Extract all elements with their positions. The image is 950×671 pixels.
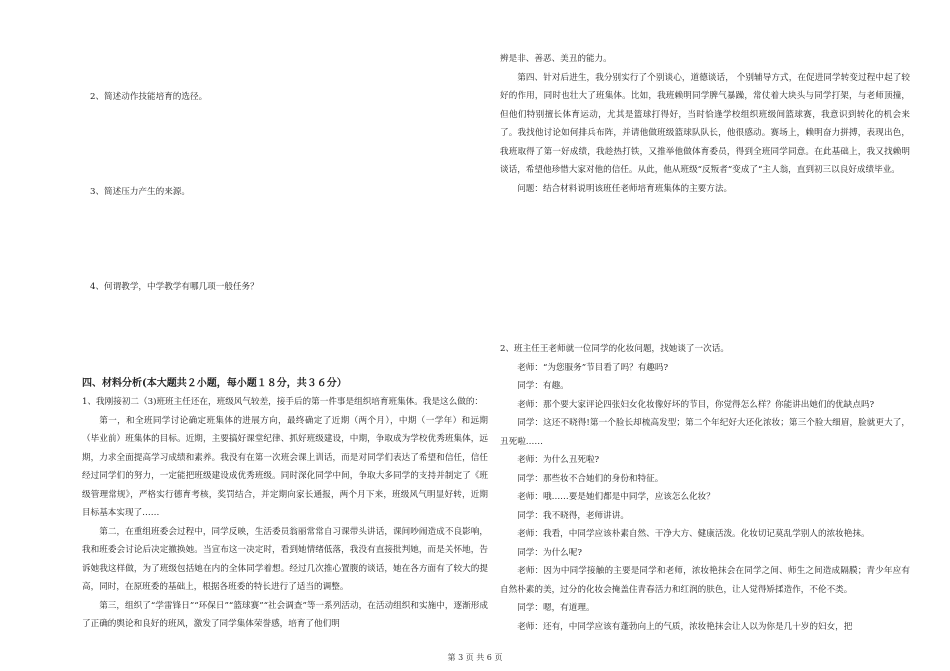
material-1-question: 问题：结合材料说明该班任老师培育班集体的主要方法。 [517, 183, 733, 194]
dialogue-line: 同学：嗯，有道理。 [517, 603, 595, 613]
dialogue-line: 老师：我看，中同学应该朴素自然、干净大方、健康活泼。化妆切记莫乱学别人的浓妆艳抹。 [517, 529, 870, 539]
dialogue-line: 老师：因为中同学接触的主要是同学和老师，浓妆艳抹会在同学之间、师生之间造成隔膜；青少年应有自然朴素的美，过分的化妆会掩盖住青春活力和红润的肤色，让人觉得矫揉造作，不伦不类。 [500, 566, 910, 595]
section-title: 四、材料分析(本大题共２小题，每小题１８分，共３６分） [82, 378, 347, 389]
dialogue-line: 老师：为什么丑死啦? [517, 455, 600, 465]
material-1-para-3: 第三，组织了“学雷锋日”“环保日”“篮球赛”“社会调查”等一系列活动，在活动组织和实施中，逐渐形成了正确的舆论和良好的班风，激发了同学集体荣誉感，培育了他们明 [82, 600, 488, 629]
question-3: 3、简述压力产生的来源。 [90, 187, 190, 197]
dialogue-line: 老师：还有，中同学应该有蓬勃向上的气质，浓妆艳抹会让人以为你是几十岁的妇女，把 [517, 621, 853, 632]
dialogue-line: 同学：我不晓得，老师讲讲。 [517, 510, 629, 521]
question-2: 2、简述动作技能培育的选径。 [90, 92, 208, 102]
material-1-cont-line: 辨是非、善恶、美丑的能力。 [500, 54, 612, 64]
material-1-continued [500, 50, 910, 198]
material-1 [82, 393, 488, 634]
material-1-para-1: 第一，和全班同学讨论确定班集体的进展方向，最终确定了近期（两个月），中期（一学年）和远期（毕业前）班集体的目标。近期，主要搞好课堂纪律、抓好班级建设，中期，争取成为学校优秀班集体，远期，力求全面提高学习成绩和素养。我没有在第一次班会课上训话，而是对同学们表达了希望和信任，信任经过同学们的努力，一定能把班级建设成优秀班级。同时深化同学中间，争取大多同学的支持并制定了《班级管理常规》，严格实行德育考核，奖罚结合，并定期向家长通报，两个月下来，班级风气明显好转，近期目标基本实现了…… [82, 415, 488, 518]
material-1-para-2: 第二，在重组班委会过程中，同学反映，生活委员翁丽常常自习课带头讲话，课间吵闹造成不良影响，我和班委会讨论后决定撤换她。当宣布这一决定时，看到她情绪低落，我没有直接批判她，而是关怀地，告诉她我这样做，为了班级包括她在内的全体同学着想。经过几次推心置腹的谈话，她在各方面有了较大的提高，同时，在原班委的基础上，根据各班委的特长进行了适当的调整。 [82, 526, 488, 592]
dialogue-line: 同学：那些妆不合她们的身份和特征。 [517, 473, 664, 484]
material-2 [500, 340, 910, 636]
dialogue-line: 同学：为什么呢? [517, 547, 582, 558]
material-1-para-4: 第四、针对后进生，我分别实行了个别谈心，道德谈话， 个别辅导方式，在促进同学转变过程中起了较好的作用，同时也壮大了班集体。比如，我班赖明同学脾气暴躁，常仗着大块头与同学打架，与老师顶撞，但他们特别擅长体育运动，尤其是篮球打得好，当时恰逢学校组织班级间篮球赛，我意识到转化的机会来了。我找他讨论如何排兵布阵，并请他做班级篮球队队长，他很感动。赛场上，赖明奋力拼搏，表现出色，我班取得了第一好成绩，我趁热打铁，又推举他做体育委员，得到全班同学同意。在此基础上，我又找赖明谈话，希望他珍惜大家对他的信任。从此，他从班级“反叛者”变成了“主人翁，直到初三以良好成绩毕业。 [500, 72, 910, 175]
dialogue-line: 老师：那个要大家评论四张妇女化妆像好坏的节目，你觉得怎么样？你能讲出她们的优缺点吗? [517, 399, 875, 410]
dialogue-line: 同学：这还不晓得!第一个脸长却梳高发型；第二个年纪好大还化浓妆；第三个脸大细眉，脸就更大了，丑死啦…… [500, 418, 910, 447]
dialogue-line: 同学：有趣。 [517, 381, 569, 391]
page-footer: 第 3 页 共 6 页 [447, 653, 503, 662]
dialogue-line: 老师：哦……要是她们都是中同学，应该怎么化妆？ [517, 492, 715, 502]
material-1-intro: 1、我刚接初二（3)班班主任还在，班级风气较差，接手后的第一件事是组织培育班集体。我是这么做的： [82, 397, 484, 407]
material-2-intro: 2、班主任王老师就一位同学的化妆问题，找她谈了一次话。 [500, 344, 729, 354]
dialogue-line: 老师：“为您服务”节目看了吗？有趣吗? [517, 362, 669, 373]
question-4: 4、何谓教学，中学教学有哪几项一般任务？ [90, 282, 259, 292]
